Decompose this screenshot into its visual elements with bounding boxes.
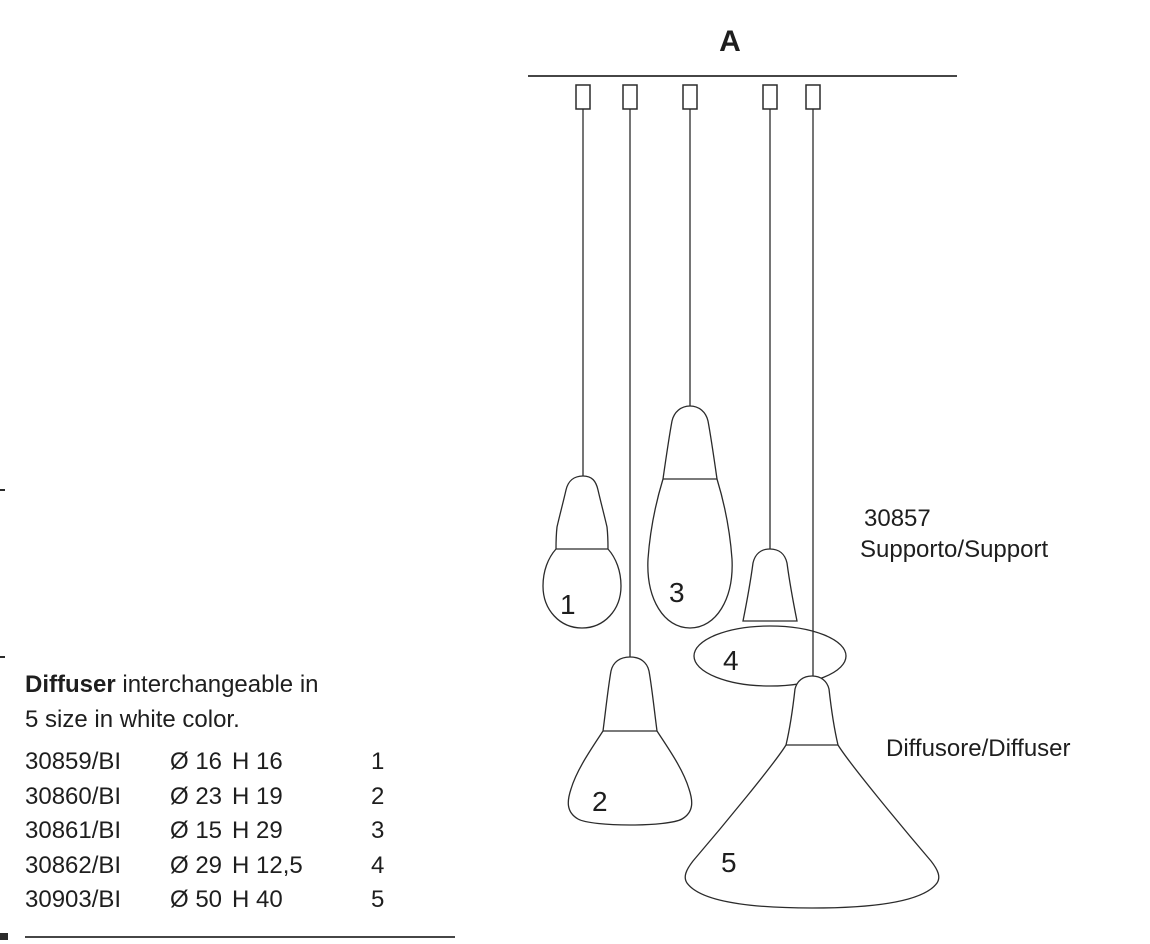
cell-ref: 2 [371, 782, 385, 810]
diffuser-2-shape [568, 657, 691, 825]
cell-code: 30861/BI [25, 817, 122, 845]
cell-diameter: Ø 50 [170, 886, 223, 914]
diffuser-1-number: 1 [560, 589, 576, 620]
diffuser-4-bell [743, 549, 797, 621]
cell-height: H 12,5 [232, 851, 303, 879]
canopy-3 [683, 85, 697, 109]
cell-height: H 16 [232, 748, 283, 775]
section-label: A [719, 25, 741, 58]
diffuser-1-shape [543, 476, 621, 628]
cell-diameter: Ø 29 [170, 851, 223, 879]
diffuser-3-number: 3 [669, 577, 685, 608]
cell-ref: 1 [371, 748, 385, 775]
canopy-1 [576, 85, 590, 109]
cell-code: 30862/BI [25, 851, 122, 879]
diffuser-4-disc [694, 626, 846, 686]
description-line-1 [25, 667, 319, 702]
cell-diameter: Ø 15 [170, 817, 223, 845]
diffuser-2-number: 2 [592, 786, 608, 817]
diffuser-3-shape [648, 406, 732, 628]
cell-height: H 40 [232, 886, 283, 914]
cell-code: 30859/BI [25, 748, 122, 775]
description-line-2: 5 size in white color. [25, 706, 240, 733]
spec-table [25, 745, 411, 918]
table-row [25, 814, 411, 849]
cell-ref: 5 [371, 886, 385, 914]
cell-code: 30903/BI [25, 886, 122, 914]
cell-height: H 19 [232, 782, 283, 810]
description [25, 667, 319, 737]
cell-ref: 4 [371, 851, 385, 879]
table-row [25, 780, 411, 815]
crop-mark-top [0, 489, 5, 491]
cell-diameter: Ø 23 [170, 782, 223, 810]
description-lead: Diffuser [25, 671, 116, 698]
diffuser-5-number: 5 [721, 847, 737, 878]
crop-mark-corner [0, 933, 8, 940]
table-row [25, 745, 411, 780]
support-name: Supporto/Support [860, 536, 1049, 563]
cell-diameter: Ø 16 [170, 748, 223, 775]
cell-ref: 3 [371, 817, 385, 845]
canopy-4 [763, 85, 777, 109]
canopy-2 [623, 85, 637, 109]
description-line1-rest: interchangeable in [115, 671, 319, 698]
diffuser-4-number: 4 [723, 645, 739, 676]
cell-height: H 29 [232, 817, 283, 845]
diffuser-callout: Diffusore/Diffuser [886, 735, 1071, 762]
support-code: 30857 [864, 505, 931, 532]
table-row [25, 883, 411, 918]
canopy-5 [806, 85, 820, 109]
cell-code: 30860/BI [25, 782, 122, 810]
crop-mark-middle [0, 656, 5, 658]
table-row [25, 849, 411, 884]
